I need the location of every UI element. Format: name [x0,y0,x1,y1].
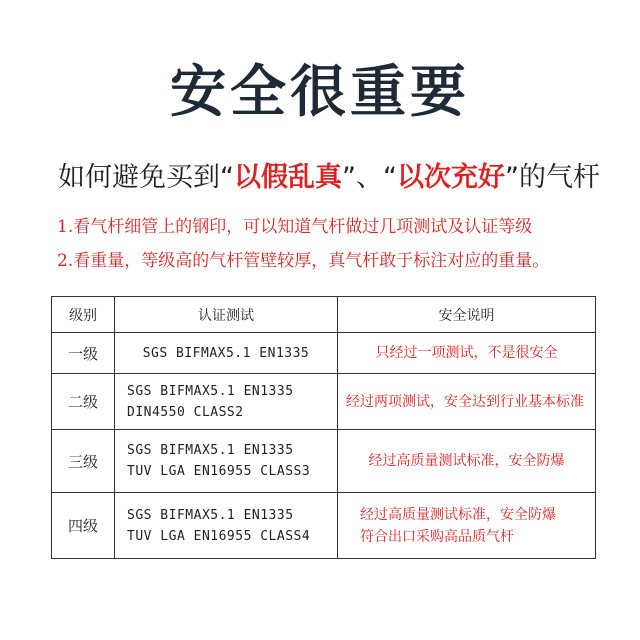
tests-cell [115,493,338,559]
test-line: TUV LGA EN16955 CLASS4 [127,528,311,544]
level-cell: 三级 [52,430,115,493]
safety-cell [338,374,596,430]
table-row [52,374,596,430]
level-cell: 二级 [52,374,115,430]
subtitle [58,158,600,198]
test-line: SGS BIFMAX5.1 EN1335 [127,443,294,458]
safety-line: 经过高质量测试标准，安全防爆 [360,506,556,523]
certification-table [51,296,596,559]
safety-cell [338,333,596,374]
subtitle-separator: ”、“ [342,162,397,193]
level-cell: 四级 [52,493,115,559]
test-line: TUV LGA EN16955 CLASS3 [127,464,311,479]
test-line: SGS BIFMAX5.1 EN1335 [142,345,310,361]
table-header-row [52,297,596,333]
test-line: DIN4550 CLASS2 [127,404,244,420]
table-row [52,493,596,559]
note-1: 1.看气杆细管上的钢印，可以知道气杆做过几项测试及认证等级 [57,217,533,237]
table-row [52,333,596,374]
test-line: SGS BIFMAX5.1 EN1335 [127,383,294,399]
safety-cell [338,430,596,493]
safety-line: 只经过一项测试，不是很安全 [375,345,558,361]
level-cell: 一级 [52,333,115,374]
table-row [52,430,596,493]
subtitle-highlight-2: 以次充好 [396,162,505,193]
header-tests: 认证测试 [115,297,338,333]
test-line: SGS BIFMAX5.1 EN1335 [127,507,294,523]
subtitle-prefix: 如何避免买到“ [58,162,234,193]
safety-line: 经过高质量测试标准，安全防爆 [368,453,565,469]
safety-line: 符合出口采购高品质气杆 [360,528,514,545]
header-level: 级别 [52,297,115,333]
page-title: 安全很重要 [170,60,470,125]
tests-cell [115,430,338,493]
subtitle-highlight-1: 以假乱真 [234,162,342,193]
subtitle-suffix: ”的气杆 [504,162,600,193]
note-2: 2.看重量，等级高的气杆管壁较厚，真气杆敢于标注对应的重量。 [57,251,550,271]
safety-line: 经过两项测试，安全达到行业基本标准 [346,393,584,410]
tests-cell [115,374,338,430]
tests-cell [115,333,338,374]
header-safety: 安全说明 [338,297,596,333]
safety-cell [338,493,596,559]
